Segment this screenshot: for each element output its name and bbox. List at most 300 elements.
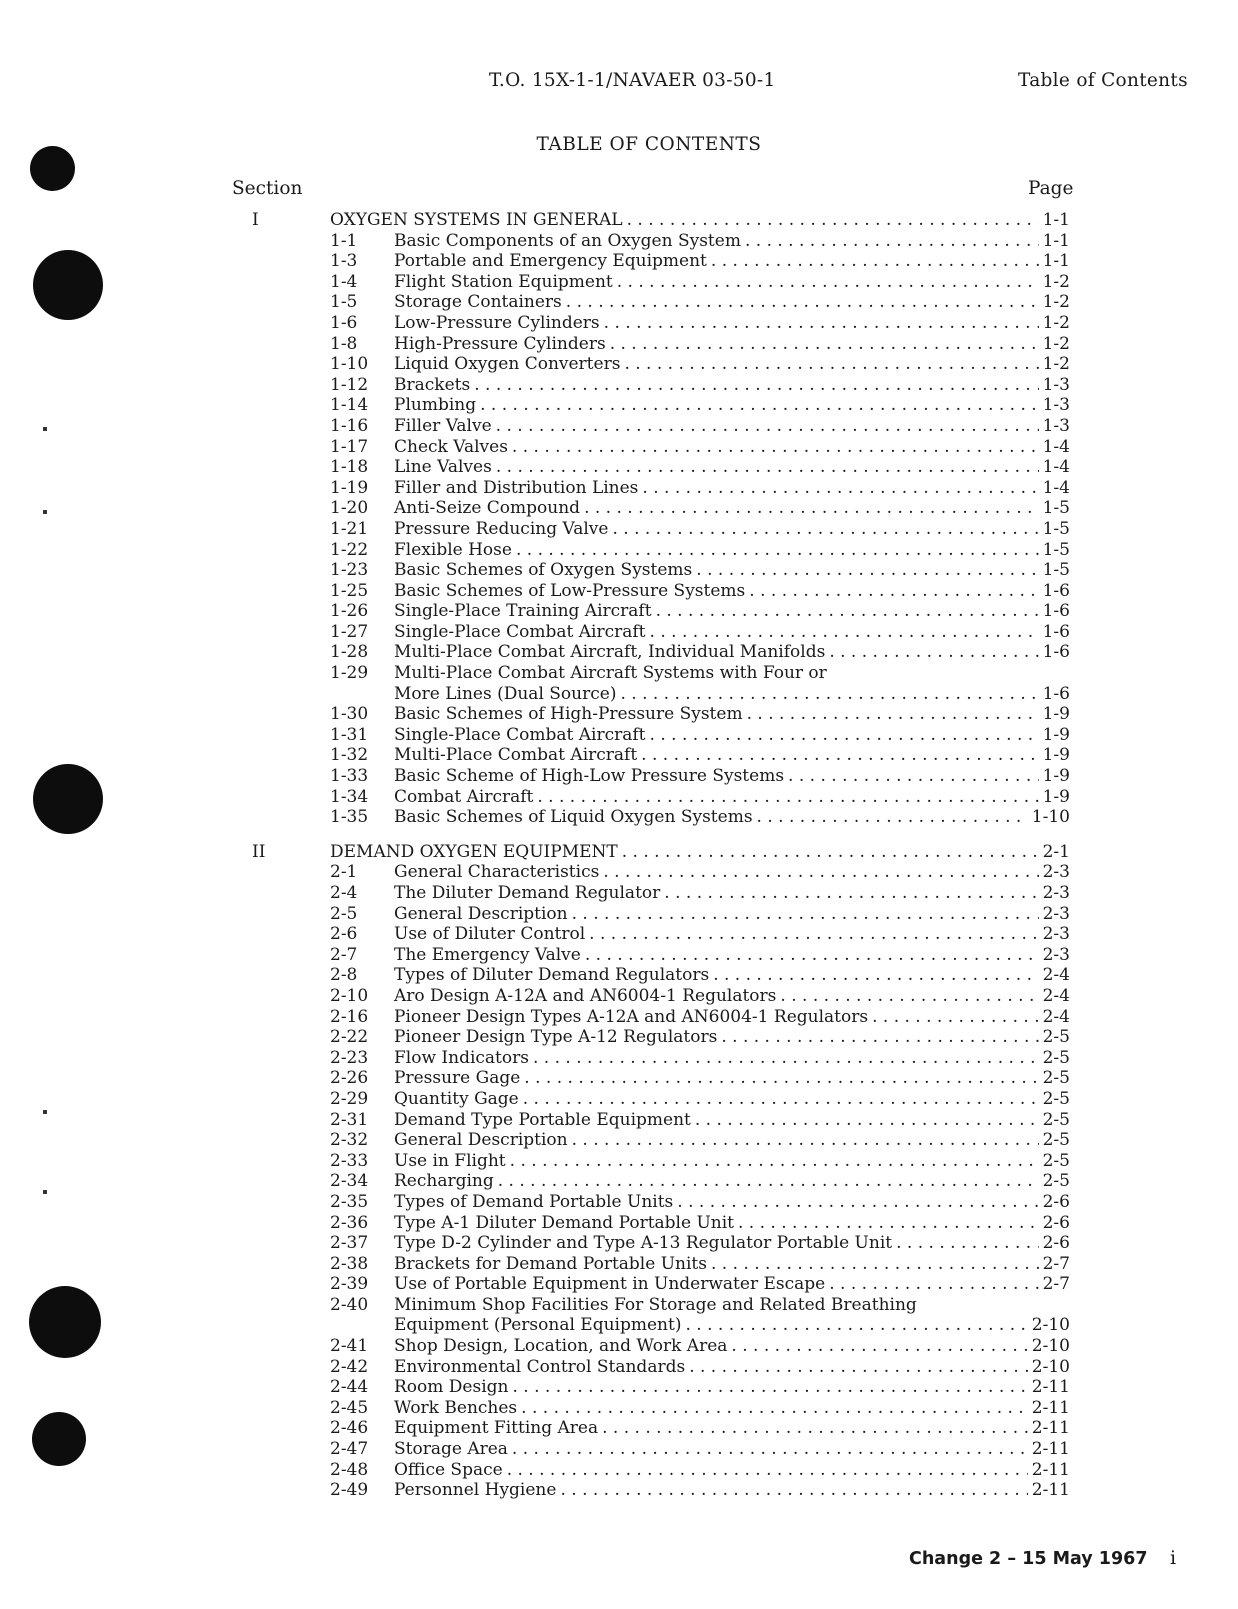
paragraph-number: 1-32 xyxy=(330,745,369,766)
dot-leader xyxy=(533,1048,1039,1069)
entry-page: 2-11 xyxy=(1031,1377,1070,1398)
entry-page: 2-5 xyxy=(1042,1171,1070,1192)
entry-page: 2-7 xyxy=(1042,1274,1070,1295)
toc-entry-row xyxy=(0,725,1238,746)
toc-entry-row xyxy=(0,1480,1238,1501)
paragraph-number: 2-6 xyxy=(330,924,358,945)
paragraph-number: 1-28 xyxy=(330,642,369,663)
entry-title-cell xyxy=(394,313,1070,334)
toc-entry-row xyxy=(0,1110,1238,1131)
toc-entry-row xyxy=(0,437,1238,458)
toc-entry-row xyxy=(0,1377,1238,1398)
entry-title-cell xyxy=(394,292,1070,313)
dot-leader xyxy=(685,1315,1027,1336)
toc-entry-row xyxy=(0,965,1238,986)
entry-title-cell xyxy=(394,745,1070,766)
dot-leader xyxy=(604,313,1039,334)
entry-title-cell xyxy=(394,581,1070,602)
dot-leader xyxy=(507,1460,1028,1481)
dot-leader xyxy=(602,1418,1028,1439)
entry-page: 2-5 xyxy=(1042,1150,1070,1171)
entry-title-cell xyxy=(394,965,1070,986)
entry-page: 1-4 xyxy=(1042,457,1070,478)
entry-page: 2-6 xyxy=(1042,1212,1070,1233)
entry-page: 2-5 xyxy=(1042,1068,1070,1089)
entry-title-cell xyxy=(394,1439,1070,1460)
paragraph-number: 1-30 xyxy=(330,704,369,725)
section-numeral: I xyxy=(252,210,259,230)
entry-page: 2-4 xyxy=(1042,1006,1070,1027)
entry-title-cell xyxy=(394,375,1070,396)
entry-title: Pioneer Design Type A-12 Regulators xyxy=(394,1027,718,1048)
toc-entry-row xyxy=(0,1027,1238,1048)
toc-entry-row xyxy=(0,1130,1238,1151)
paragraph-number: 2-5 xyxy=(330,903,358,924)
entry-page: 1-9 xyxy=(1042,724,1070,745)
entry-page: 2-5 xyxy=(1042,1027,1070,1048)
paragraph-number: 2-48 xyxy=(330,1459,369,1480)
document-number: T.O. 15X-1-1/NAVAER 03-50-1 xyxy=(489,70,776,91)
entry-title-cell xyxy=(394,457,1070,478)
entry-page: 2-3 xyxy=(1042,883,1070,903)
entry-title: Combat Aircraft xyxy=(394,786,534,807)
dot-leader xyxy=(622,842,1039,863)
toc-entry-row xyxy=(0,1398,1238,1419)
entry-title: Single-Place Combat Aircraft xyxy=(394,724,646,745)
toc-entry-row xyxy=(0,457,1238,478)
entry-page: 1-9 xyxy=(1042,704,1070,725)
entry-page: 1-2 xyxy=(1042,354,1070,375)
toc-entry-row xyxy=(0,1213,1238,1234)
dot-leader xyxy=(624,354,1038,375)
paragraph-number: 1-33 xyxy=(330,766,369,787)
dot-leader xyxy=(641,745,1038,766)
dot-leader xyxy=(745,231,1039,252)
paragraph-number: 2-47 xyxy=(330,1439,369,1460)
entry-page: 2-5 xyxy=(1042,1088,1070,1109)
entry-title: Minimum Shop Facilities For Storage and Related Breathing xyxy=(394,1294,917,1315)
paragraph-number: 1-10 xyxy=(330,354,369,375)
toc-entry-row xyxy=(0,1336,1238,1357)
dot-leader xyxy=(512,1439,1028,1460)
entry-title: Single-Place Training Aircraft xyxy=(394,601,652,622)
entry-page: 1-3 xyxy=(1042,415,1070,436)
entry-title-cell xyxy=(394,986,1070,1007)
entry-page: 2-3 xyxy=(1042,903,1070,924)
toc-section-row xyxy=(0,210,1238,231)
paragraph-number: 2-22 xyxy=(330,1027,369,1048)
entry-title-cell xyxy=(394,519,1070,540)
entry-page: 2-5 xyxy=(1042,1109,1070,1130)
entry-title-cell xyxy=(394,1315,1070,1336)
entry-title: Brackets for Demand Portable Units xyxy=(394,1253,707,1274)
entry-title-cell xyxy=(394,1357,1070,1378)
paragraph-number: 1-21 xyxy=(330,518,369,539)
entry-page: 1-2 xyxy=(1042,312,1070,333)
toc-entry-row xyxy=(0,1007,1238,1028)
dot-leader xyxy=(496,457,1039,478)
entry-title: Shop Design, Location, and Work Area xyxy=(394,1336,728,1357)
entry-title: Line Valves xyxy=(394,457,492,478)
entry-title: Basic Schemes of Low-Pressure Systems xyxy=(394,580,746,601)
section-title: DEMAND OXYGEN EQUIPMENT xyxy=(330,841,618,862)
entry-page: 1-5 xyxy=(1042,518,1070,539)
entry-title: Check Valves xyxy=(394,436,508,457)
dot-leader xyxy=(610,334,1039,355)
entry-title: Recharging xyxy=(394,1171,494,1192)
entry-title: Single-Place Combat Aircraft xyxy=(394,621,646,642)
entry-title-cell xyxy=(394,1295,917,1316)
dot-leader xyxy=(829,642,1038,663)
dot-leader xyxy=(788,766,1039,787)
entry-title-cell xyxy=(394,478,1070,499)
dot-leader xyxy=(731,1336,1027,1357)
entry-title: Filler and Distribution Lines xyxy=(394,477,639,498)
dot-leader xyxy=(896,1233,1039,1254)
paragraph-number: 2-46 xyxy=(330,1418,369,1439)
paragraph-number: 1-5 xyxy=(330,292,358,313)
dot-leader xyxy=(612,519,1038,540)
change-note: Change 2 – 15 May 1967 xyxy=(909,1549,1148,1569)
entry-title-cell xyxy=(394,704,1070,725)
entry-title-cell xyxy=(394,1151,1070,1172)
entry-title-cell xyxy=(394,1254,1070,1275)
entry-title: Room Design xyxy=(394,1377,509,1398)
dot-leader xyxy=(572,904,1039,925)
entry-title: Brackets xyxy=(394,374,471,395)
entry-title-continuation: More Lines (Dual Source) xyxy=(394,683,617,704)
entry-title-cell xyxy=(394,684,1070,705)
toc-title: TABLE OF CONTENTS xyxy=(536,134,762,155)
paragraph-number: 2-1 xyxy=(330,862,358,883)
entry-title: Types of Diluter Demand Regulators xyxy=(394,965,710,986)
entry-title: Aro Design A-12A and AN6004-1 Regulators xyxy=(394,985,777,1006)
entry-page: 1-6 xyxy=(1042,621,1070,642)
entry-title-cell xyxy=(394,416,1070,437)
toc-entry-row xyxy=(0,622,1238,643)
entry-title-cell xyxy=(394,1398,1070,1419)
toc-entry-row xyxy=(0,1460,1238,1481)
entry-title-cell xyxy=(394,1007,1070,1028)
toc-entry-row xyxy=(0,945,1238,966)
entry-title-cell xyxy=(394,807,1070,828)
entry-title: Basic Scheme of High-Low Pressure Systems xyxy=(394,766,785,787)
toc-entry-row xyxy=(0,787,1238,808)
toc-entry-row xyxy=(0,313,1238,334)
entry-title-cell xyxy=(394,251,1070,272)
entry-title: Personnel Hygiene xyxy=(394,1480,557,1501)
entry-title-cell xyxy=(394,1480,1070,1501)
toc-entry-row xyxy=(0,540,1238,561)
toc-entry-row xyxy=(0,1068,1238,1089)
dot-leader xyxy=(650,725,1039,746)
paragraph-number: 2-4 xyxy=(330,883,358,903)
entry-page: 2-3 xyxy=(1042,862,1070,883)
entry-page: 2-11 xyxy=(1031,1480,1070,1501)
entry-page: 2-10 xyxy=(1031,1356,1070,1377)
entry-title-cell xyxy=(394,1110,1070,1131)
entry-title: Demand Type Portable Equipment xyxy=(394,1109,691,1130)
entry-title: Use in Flight xyxy=(394,1150,506,1171)
toc-entry-row xyxy=(0,251,1238,272)
entry-title: The Emergency Valve xyxy=(394,944,581,965)
entry-page: 1-2 xyxy=(1042,271,1070,292)
entry-page: 1-3 xyxy=(1042,374,1070,395)
dot-leader xyxy=(780,986,1038,1007)
entry-page: 1-5 xyxy=(1042,539,1070,560)
dot-leader xyxy=(523,1089,1039,1110)
entry-title-cell xyxy=(394,862,1070,883)
dot-leader xyxy=(516,540,1039,561)
toc-entry-row xyxy=(0,1295,1238,1316)
entry-title: Use of Diluter Control xyxy=(394,924,586,945)
entry-title-cell xyxy=(394,883,1070,904)
paragraph-number: 2-38 xyxy=(330,1253,369,1274)
dot-leader xyxy=(696,560,1038,581)
toc-entry-row xyxy=(0,519,1238,540)
entry-page: 1-5 xyxy=(1042,498,1070,519)
toc-entry-row xyxy=(0,745,1238,766)
entry-title: Portable and Emergency Equipment xyxy=(394,251,707,272)
entry-page: 2-6 xyxy=(1042,1233,1070,1254)
entry-title-cell xyxy=(394,1089,1070,1110)
toc-entry-row xyxy=(0,1439,1238,1460)
dot-leader xyxy=(474,375,1038,396)
entry-page: 2-11 xyxy=(1031,1459,1070,1480)
dot-leader xyxy=(711,251,1039,272)
entry-title-cell xyxy=(394,904,1070,925)
entry-page: 1-5 xyxy=(1042,560,1070,581)
page-number: i xyxy=(1170,1547,1177,1569)
dot-leader xyxy=(521,1398,1028,1419)
paragraph-number: 2-45 xyxy=(330,1397,369,1418)
dot-leader xyxy=(757,807,1028,828)
entry-title: General Description xyxy=(394,1130,568,1151)
paragraph-number: 1-16 xyxy=(330,415,369,436)
toc-entry-row xyxy=(0,663,1238,684)
toc-entry-row xyxy=(0,416,1238,437)
page-column-header: Page xyxy=(1028,178,1074,199)
toc-entry-row xyxy=(0,601,1238,622)
paragraph-number: 1-31 xyxy=(330,724,369,745)
entry-page: 1-10 xyxy=(1031,807,1070,828)
entry-title-cell xyxy=(394,1418,1070,1439)
toc-entry-row xyxy=(0,1089,1238,1110)
entry-title: Multi-Place Combat Aircraft Systems with Four or xyxy=(394,663,827,684)
paragraph-number: 2-29 xyxy=(330,1088,369,1109)
toc-entry-row xyxy=(0,642,1238,663)
paragraph-number: 1-17 xyxy=(330,436,369,457)
toc-entry-row xyxy=(0,986,1238,1007)
paragraph-number: 2-40 xyxy=(330,1294,369,1315)
dot-leader xyxy=(585,945,1039,966)
entry-title-cell xyxy=(394,945,1070,966)
entry-title: The Diluter Demand Regulator xyxy=(394,883,661,903)
entry-page: 2-11 xyxy=(1031,1397,1070,1418)
entry-title: Basic Schemes of Liquid Oxygen Systems xyxy=(394,807,753,828)
entry-title-cell xyxy=(394,766,1070,787)
paragraph-number: 2-7 xyxy=(330,944,358,965)
entry-page: 2-3 xyxy=(1042,924,1070,945)
paragraph-number: 1-18 xyxy=(330,457,369,478)
entry-title: Low-Pressure Cylinders xyxy=(394,312,600,333)
entry-title-cell xyxy=(394,924,1070,945)
entry-title-cell xyxy=(394,1274,1070,1295)
dot-leader xyxy=(603,862,1038,883)
section-title-cell xyxy=(330,210,1070,231)
entry-title-cell xyxy=(394,498,1070,519)
dot-leader xyxy=(510,1151,1039,1172)
entry-title: Pressure Reducing Valve xyxy=(394,518,609,539)
toc-entry-row xyxy=(0,1192,1238,1213)
toc-entry-row xyxy=(0,924,1238,945)
paragraph-number: 2-37 xyxy=(330,1233,369,1254)
entry-title: Plumbing xyxy=(394,395,477,416)
toc-entry-row xyxy=(0,292,1238,313)
entry-page: 1-6 xyxy=(1042,642,1070,663)
entry-title: Multi-Place Combat Aircraft, Individual Manifolds xyxy=(394,642,826,663)
entry-title: Storage Area xyxy=(394,1439,508,1460)
entry-page: 1-6 xyxy=(1042,683,1070,704)
paragraph-number: 2-26 xyxy=(330,1068,369,1089)
toc-entry-row xyxy=(0,704,1238,725)
entry-page: 2-11 xyxy=(1031,1418,1070,1439)
paragraph-number: 1-19 xyxy=(330,477,369,498)
entry-title: Basic Components of an Oxygen System xyxy=(394,230,741,251)
toc-entry-row xyxy=(0,395,1238,416)
entry-page: 1-6 xyxy=(1042,601,1070,622)
entry-title-cell xyxy=(394,1027,1070,1048)
dot-leader xyxy=(524,1068,1038,1089)
dot-leader xyxy=(747,704,1039,725)
entry-title: Flight Station Equipment xyxy=(394,271,613,292)
paragraph-number: 1-8 xyxy=(330,333,358,354)
paragraph-number: 2-23 xyxy=(330,1047,369,1068)
entry-title: Flexible Hose xyxy=(394,539,512,560)
entry-title: Use of Portable Equipment in Underwater Escape xyxy=(394,1274,826,1295)
entry-title-cell xyxy=(394,334,1070,355)
entry-title-cell xyxy=(394,663,827,684)
paragraph-number: 1-25 xyxy=(330,580,369,601)
toc-entry-row xyxy=(0,1171,1238,1192)
entry-page: 1-9 xyxy=(1042,786,1070,807)
dot-leader xyxy=(627,210,1039,231)
paragraph-number: 2-35 xyxy=(330,1191,369,1212)
dot-leader xyxy=(650,622,1039,643)
paragraph-number: 2-41 xyxy=(330,1336,369,1357)
paragraph-number: 1-22 xyxy=(330,539,369,560)
toc-entry-row xyxy=(0,904,1238,925)
paragraph-number: 2-10 xyxy=(330,985,369,1006)
entry-page: 1-4 xyxy=(1042,436,1070,457)
dot-leader xyxy=(537,787,1038,808)
toc-entry-row xyxy=(0,231,1238,252)
dot-leader xyxy=(496,416,1039,437)
entry-title: Anti-Seize Compound xyxy=(394,498,581,519)
entry-title: Pressure Gage xyxy=(394,1068,521,1089)
paragraph-number: 2-32 xyxy=(330,1130,369,1151)
paragraph-number: 2-39 xyxy=(330,1274,369,1295)
toc-section-row xyxy=(0,842,1238,863)
toc-entry-row xyxy=(0,766,1238,787)
entry-page: 2-11 xyxy=(1031,1439,1070,1460)
dot-leader xyxy=(566,292,1039,313)
entry-page: 2-5 xyxy=(1042,1047,1070,1068)
dot-leader xyxy=(498,1171,1039,1192)
entry-page: 1-1 xyxy=(1042,251,1070,272)
entry-page: 1-2 xyxy=(1042,333,1070,354)
paragraph-number: 2-36 xyxy=(330,1212,369,1233)
dot-leader xyxy=(711,1254,1039,1275)
entry-page: 1-2 xyxy=(1042,292,1070,313)
entry-title: Environmental Control Standards xyxy=(394,1356,686,1377)
paragraph-number: 1-35 xyxy=(330,807,369,828)
entry-title-cell xyxy=(394,787,1070,808)
entry-title: Pioneer Design Types A-12A and AN6004-1 Regulators xyxy=(394,1006,869,1027)
dot-leader xyxy=(589,924,1038,945)
entry-title: Storage Containers xyxy=(394,292,562,313)
toc-entry-row xyxy=(0,375,1238,396)
entry-title: General Description xyxy=(394,903,568,924)
toc-entry-row xyxy=(0,498,1238,519)
paragraph-number: 1-1 xyxy=(330,230,358,251)
dot-leader xyxy=(749,581,1038,602)
entry-page: 2-3 xyxy=(1042,944,1070,965)
entry-page: 2-10 xyxy=(1031,1336,1070,1357)
section-numeral: II xyxy=(252,841,266,862)
entry-title-cell xyxy=(394,1213,1070,1234)
entry-title-cell xyxy=(394,1130,1070,1151)
toc-entry-row xyxy=(0,1274,1238,1295)
entry-page: 1-9 xyxy=(1042,745,1070,766)
dot-leader xyxy=(695,1110,1039,1131)
entry-page: 2-4 xyxy=(1042,985,1070,1006)
entry-title-cell xyxy=(394,1233,1070,1254)
entry-title-continuation: Equipment (Personal Equipment) xyxy=(394,1315,682,1336)
entry-title-cell xyxy=(394,1192,1070,1213)
paragraph-number: 2-34 xyxy=(330,1171,369,1192)
toc-entry-row xyxy=(0,807,1238,828)
entry-title: Filler Valve xyxy=(394,415,492,436)
toc-entry-row xyxy=(0,1357,1238,1378)
entry-page: 1-6 xyxy=(1042,580,1070,601)
toc-entry-row xyxy=(0,1254,1238,1275)
toc-list xyxy=(0,210,1238,1501)
paragraph-number: 2-49 xyxy=(330,1480,369,1501)
entry-title: Quantity Gage xyxy=(394,1088,519,1109)
entry-page: 1-3 xyxy=(1042,395,1070,416)
entry-title-cell xyxy=(394,725,1070,746)
entry-page: 2-6 xyxy=(1042,1191,1070,1212)
dot-leader xyxy=(620,684,1038,705)
toc-entry-row xyxy=(0,334,1238,355)
entry-title: Type A-1 Diluter Demand Portable Unit xyxy=(394,1212,734,1233)
entry-title-cell xyxy=(394,437,1070,458)
entry-title-cell xyxy=(394,1068,1070,1089)
dot-leader xyxy=(656,601,1039,622)
entry-page: 2-5 xyxy=(1042,1130,1070,1151)
dot-leader xyxy=(713,965,1038,986)
entry-title-cell xyxy=(394,272,1070,293)
entry-page: 2-7 xyxy=(1042,1253,1070,1274)
entry-title-cell xyxy=(394,622,1070,643)
dot-leader xyxy=(738,1213,1039,1234)
entry-title: Office Space xyxy=(394,1459,503,1480)
dot-leader xyxy=(617,272,1039,293)
dot-leader xyxy=(721,1027,1038,1048)
paragraph-number: 1-29 xyxy=(330,663,369,684)
entry-title: General Characteristics xyxy=(394,862,600,883)
